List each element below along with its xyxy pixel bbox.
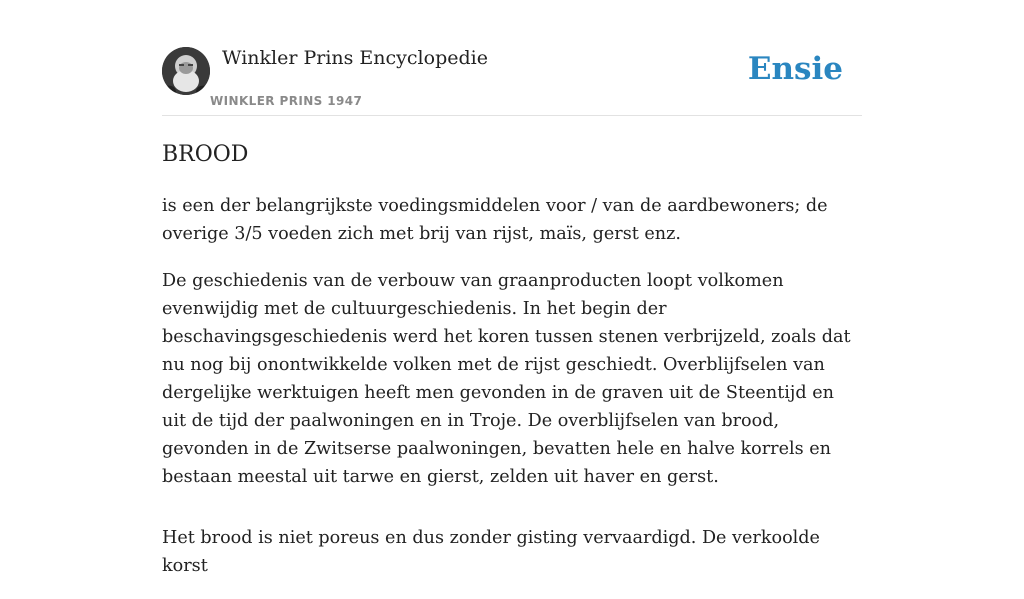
article-paragraph: is een der belangrijkste voedingsmiddelen voor / van de aardbewoners; de overige 3/5 voeden zich met brij van rijst, maïs, gerst enz. [162, 196, 828, 244]
source-name[interactable]: Winkler Prins Encyclopedie [222, 47, 488, 69]
article-paragraph: Het brood is niet poreus en dus zonder gisting vervaardigd. De verkoolde korst [162, 528, 820, 576]
article-paragraph: De geschiedenis van de verbouw van graanproducten loopt volkomen evenwijdig met de cultuurgeschiedenis. In het begin der beschavingsgeschiedenis werd het koren tussen stenen verbrijzeld, zoals dat nu nog bij onontwikkelde volken met de rijst geschiedt. Overblijfselen van dergelijke werktuigen heeft men gevonden in de graven uit de Steentijd en uit de tijd der paalwoningen en in Troje. De overblijfselen van brood, gevonden in de Zwitserse paalwoningen, bevatten hele en halve korrels en bestaan meestal uit tarwe en gierst, zelden uit haver en gerst. [162, 271, 851, 487]
article-title: BROOD [162, 142, 249, 167]
source-edition[interactable]: WINKLER PRINS 1947 [210, 94, 363, 108]
article-body [162, 192, 862, 599]
page-container [162, 0, 862, 576]
header [162, 0, 862, 116]
portrait-avatar-icon [162, 47, 210, 95]
source-avatar[interactable] [162, 47, 210, 95]
brand-logo[interactable]: Ensie [747, 51, 843, 87]
